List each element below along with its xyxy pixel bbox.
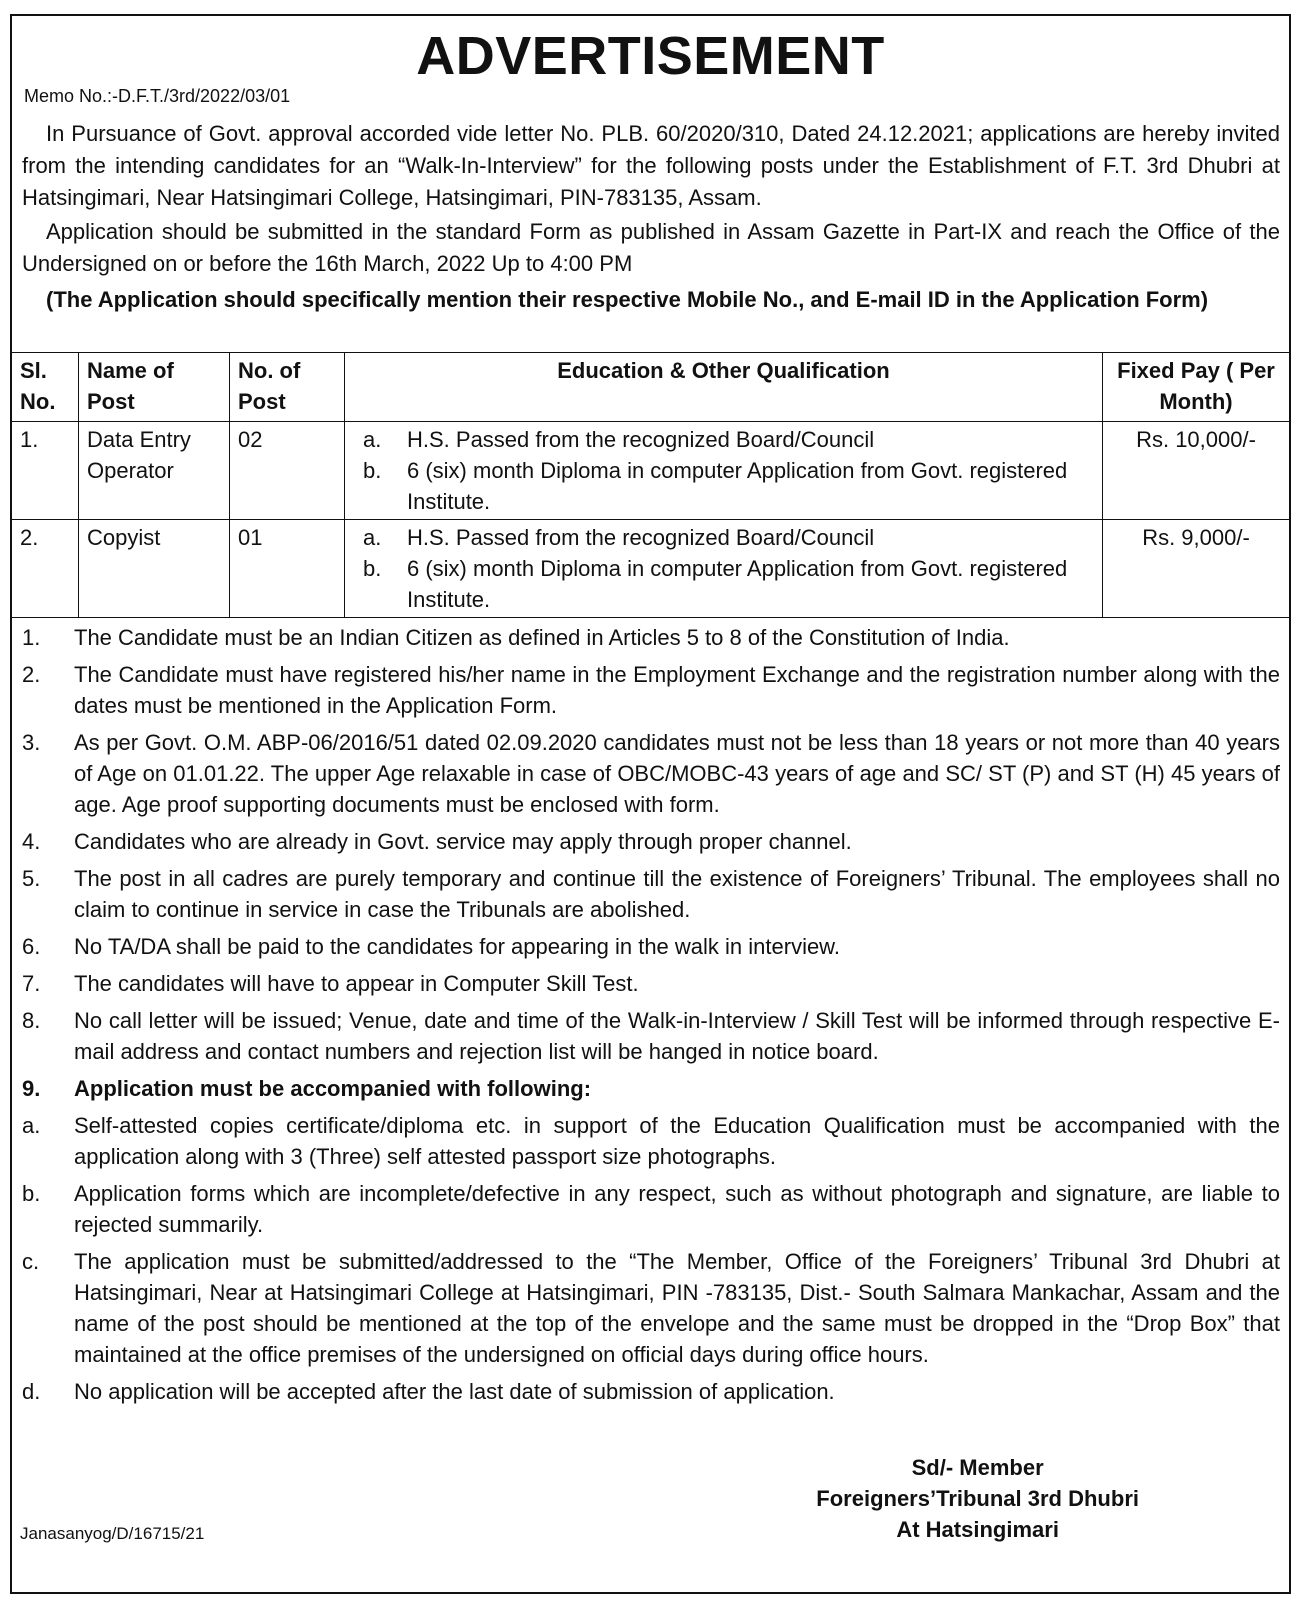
- row-post-name: Data Entry Operator: [79, 422, 230, 520]
- signature-office: Foreigners’Tribunal 3rd Dhubri: [816, 1486, 1139, 1511]
- condition-item: [22, 968, 1280, 999]
- condition-text: No TA/DA shall be paid to the candidates for appearing in the walk in interview.: [74, 934, 840, 959]
- condition-item: [22, 1178, 1280, 1240]
- table-header-row: [12, 353, 1289, 422]
- condition-number: 7.: [22, 971, 41, 996]
- condition-number: 4.: [22, 829, 41, 854]
- qual-label: b.: [363, 458, 382, 483]
- qual-text: 6 (six) month Diploma in computer Application from Govt. registered Institute.: [407, 556, 1068, 612]
- condition-number: 9.: [22, 1076, 41, 1101]
- condition-number: d.: [22, 1379, 41, 1404]
- conditions-list: [22, 622, 1280, 1413]
- condition-number: 6.: [22, 934, 41, 959]
- condition-text: Application forms which are incomplete/defective in any respect, such as without photograph and signature, are liable to rejected summarily.: [74, 1181, 1280, 1237]
- table-row: [12, 520, 1289, 618]
- condition-item: [22, 622, 1280, 653]
- header-post-count: No. of Post: [230, 353, 345, 422]
- condition-item: [22, 1376, 1280, 1407]
- qual-text: H.S. Passed from the recognized Board/Council: [407, 525, 875, 550]
- page-title: ADVERTISEMENT: [416, 26, 885, 86]
- advertisement-page: [10, 14, 1291, 1594]
- condition-item: [22, 863, 1280, 925]
- condition-text: No call letter will be issued; Venue, date and time of the Walk-in-Interview / Skill Test will be informed through respective E-mail address and contact numbers and rejection list will be hanged in notice board.: [74, 1008, 1280, 1064]
- qual-label: b.: [363, 556, 382, 581]
- row-post-count: 02: [230, 422, 345, 520]
- signature-line: Sd/- Member: [911, 1455, 1044, 1480]
- qual-label: a.: [363, 525, 382, 550]
- header-qualification: Education & Other Qualification: [345, 353, 1103, 422]
- condition-text: The candidates will have to appear in Computer Skill Test.: [74, 971, 639, 996]
- row-fixed-pay: Rs. 10,000/-: [1103, 422, 1290, 520]
- condition-item: [22, 1110, 1280, 1172]
- memo-number: Memo No.:-D.F.T./3rd/2022/03/01: [24, 86, 291, 106]
- header-post-name: Name of Post: [79, 353, 230, 422]
- posts-table: [12, 352, 1289, 618]
- condition-number: 2.: [22, 662, 41, 687]
- condition-number: 5.: [22, 866, 41, 891]
- condition-text: The Candidate must have registered his/her name in the Employment Exchange and the registration number along with the dates must be mentioned in the Application Form.: [74, 662, 1280, 718]
- mobile-email-note: (The Application should specifically mention their respective Mobile No., and E-mail ID in the Application Form): [46, 287, 1209, 312]
- row-fixed-pay: Rs. 9,000/-: [1103, 520, 1290, 618]
- qual-text: 6 (six) month Diploma in computer Application from Govt. registered Institute.: [407, 458, 1068, 514]
- signature-block: [816, 1452, 1139, 1545]
- condition-text: No application will be accepted after the last date of submission of application.: [74, 1379, 835, 1404]
- condition-text: The Candidate must be an Indian Citizen as defined in Articles 5 to 8 of the Constitution of India.: [74, 625, 1010, 650]
- condition-item: [22, 727, 1280, 820]
- header-sl-no: Sl. No.: [12, 353, 79, 422]
- row-sl-no: 2.: [12, 520, 79, 618]
- qual-text: H.S. Passed from the recognized Board/Council: [407, 427, 875, 452]
- condition-number: c.: [22, 1249, 40, 1274]
- condition-text: Self-attested copies certificate/diploma etc. in support of the Education Qualification must be accompanied with the application along with 3 (Three) self attested passport size photographs.: [74, 1113, 1280, 1169]
- condition-number: 3.: [22, 730, 41, 755]
- condition-number: 8.: [22, 1008, 41, 1033]
- condition-item: [22, 659, 1280, 721]
- footer-code: Janasanyog/D/16715/21: [20, 1524, 205, 1543]
- condition-item: [22, 1005, 1280, 1067]
- row-qualification: [345, 520, 1103, 618]
- condition-item: [22, 931, 1280, 962]
- row-qualification: [345, 422, 1103, 520]
- condition-text: Application must be accompanied with following:: [74, 1076, 592, 1101]
- intro-paragraph: In Pursuance of Govt. approval accorded vide letter No. PLB. 60/2020/310, Dated 24.12.2021; applications are hereby invited from the intending candidates for an “Walk-In-Interview” for the following posts under the Establishment of F.T. 3rd Dhubri at Hatsingimari, Near Hatsingimari College, Hatsingimari, PIN-783135, Assam.: [22, 121, 1280, 210]
- table-row: [12, 422, 1289, 520]
- row-sl-no: 1.: [12, 422, 79, 520]
- row-post-count: 01: [230, 520, 345, 618]
- condition-text: The application must be submitted/addressed to the “The Member, Office of the Foreigners’ Tribunal 3rd Dhubri at Hatsingimari, Near at Hatsingimari College at Hatsingimari, PIN -783135, Dist.- South Salmara Mankachar, Assam and the name of the post should be mentioned at the top of the envelope and the same must be dropped in the “Drop Box” that maintained at the office premises of the undersigned on official days during office hours.: [74, 1249, 1280, 1367]
- condition-text: As per Govt. O.M. ABP-06/2016/51 dated 02.09.2020 candidates must not be less than 18 years or not more than 40 years of Age on 01.01.22. The upper Age relaxable in case of OBC/MOBC-43 years of age and SC/ ST (P) and ST (H) 45 years of age. Age proof supporting documents must be enclosed with form.: [74, 730, 1280, 817]
- condition-text: Candidates who are already in Govt. service may apply through proper channel.: [74, 829, 852, 854]
- qual-label: a.: [363, 427, 382, 452]
- condition-text: The post in all cadres are purely temporary and continue till the existence of Foreigners’ Tribunal. The employees shall no claim to continue in service in case the Tribunals are abolished.: [74, 866, 1280, 922]
- submission-paragraph: Application should be submitted in the standard Form as published in Assam Gazette in Part-IX and reach the Office of the Undersigned on or before the 16th March, 2022 Up to 4:00 PM: [22, 219, 1280, 276]
- condition-number: 1.: [22, 625, 41, 650]
- condition-item: [22, 1246, 1280, 1370]
- condition-item: [22, 1073, 1280, 1104]
- row-post-name: Copyist: [79, 520, 230, 618]
- condition-number: b.: [22, 1181, 41, 1206]
- condition-number: a.: [22, 1113, 41, 1138]
- condition-item: [22, 826, 1280, 857]
- header-fixed-pay: Fixed Pay ( Per Month): [1103, 353, 1290, 422]
- signature-place: At Hatsingimari: [896, 1517, 1059, 1542]
